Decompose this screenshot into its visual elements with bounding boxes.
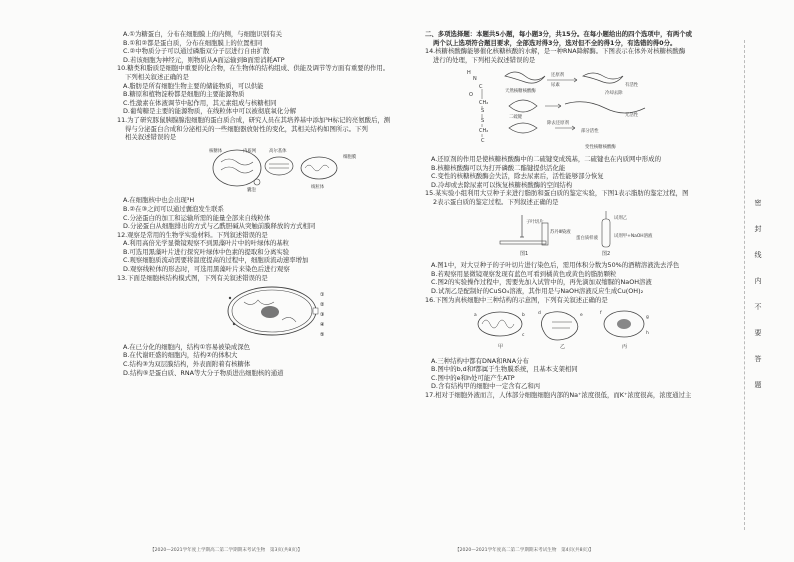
text-line: C.变性的核糖核酸酶会失活，除去尿素后，活性能够部分恢复 xyxy=(431,172,604,181)
arrow xyxy=(547,78,577,82)
denatured-chain xyxy=(565,102,645,113)
endoplasmic-reticulum xyxy=(221,159,253,173)
fig3-label: 还原剂 xyxy=(551,73,565,79)
ribosome xyxy=(229,297,231,299)
seal-line-notice xyxy=(752,190,764,398)
nucleolus xyxy=(617,319,631,329)
enzyme-shape xyxy=(583,73,623,83)
nuclear-pore xyxy=(313,308,318,314)
fig4-label: 试剂甲+NaOH溶液 xyxy=(614,233,653,239)
seal-char: 线 xyxy=(754,251,762,259)
ribonuclease-treatment-figure xyxy=(465,66,665,150)
text-line: A.脂肪是所有细胞生物主要的储能物质，可以供能 xyxy=(123,81,264,90)
nucleus-structure-figure xyxy=(212,284,332,338)
fig5-caption: 甲 xyxy=(498,344,504,351)
fig1-label: 细胞膜 xyxy=(343,154,357,160)
text-line: C.图中的e和h处可能产生ATP xyxy=(431,373,515,382)
question-stem: 12.观察是常用的生物学实验材料。下列叙述错误的是 xyxy=(117,230,268,239)
fig3-label: 除去还原剂 xyxy=(547,121,569,127)
figure-block xyxy=(425,207,715,262)
text-line: C.分泌蛋白的加工和运输所需的能量全部来自线粒体 xyxy=(123,213,271,222)
fig2-label: ④ xyxy=(320,322,325,329)
text-line: 相关叙述错误的是 xyxy=(125,133,177,142)
text-line: D.若该细胞为神经元，则物质从A面运输到B面需消耗ATP xyxy=(123,55,285,64)
fig4-caption: 图2 xyxy=(602,250,611,257)
text-line: 进行的处理，下列相关叙述错误的是 xyxy=(433,55,536,64)
fig5-caption: 丙 xyxy=(622,344,628,351)
text-line: B.糖原和植物淀粉都是细胞的主要能源物质 xyxy=(123,90,245,99)
svg-text:O: O xyxy=(469,92,473,99)
fig3-label: 二硫键 xyxy=(509,115,523,121)
test-tube xyxy=(542,223,548,245)
native-enzyme-shape xyxy=(505,72,545,83)
fig4-caption: 图1 xyxy=(520,250,529,257)
text-line: A.在细胞核中也会出现³H xyxy=(123,196,195,205)
fig4-label: 苏丹Ⅲ染液 xyxy=(550,229,571,235)
seal-char: 题 xyxy=(754,381,762,389)
fig5-label: g xyxy=(646,315,649,321)
enzyme-shape xyxy=(509,100,537,112)
fig4-label: 试剂乙 xyxy=(614,215,628,221)
text-line: A.图1中，对大豆种子的子叶切片进行染色后，需用体积分数为50%的酒精溶液洗去浮色 xyxy=(431,261,680,270)
fig4-label: 子叶切片 xyxy=(526,219,544,225)
question-stem: 15.某实验小组利用大豆种子来进行脂肪和蛋白质的鉴定实验，下图1表示脂肪的鉴定过程，图 xyxy=(425,189,689,198)
text-line: B.可选用黑藻叶片进行探究叶绿体中色素的提取和分离实验 xyxy=(123,247,290,256)
text-line: D.葡萄糖是主要的能源物质，在线粒体中可以被彻底氧化分解 xyxy=(123,107,297,116)
seal-char: 密 xyxy=(754,199,762,207)
dropper xyxy=(520,215,524,237)
svg-text:C: C xyxy=(479,84,483,91)
seal-char: 内 xyxy=(754,277,762,285)
question-stem: 14.核糖核酸酶能够催化核糖核酸的水解，是一种RNA降解酶。下图表示在体外对核糖核酸酶 xyxy=(425,47,686,56)
text-line: 2表示蛋白质的鉴定过程。下列叙述正确的是 xyxy=(433,197,559,206)
svg-text:CH₂: CH₂ xyxy=(479,128,489,135)
arrow xyxy=(555,126,575,130)
test-tube xyxy=(602,219,610,247)
text-line: B.核糖核酸酶可以为打开磷酸二酯键提供活化能 xyxy=(431,163,566,172)
figure-block xyxy=(425,304,715,357)
svg-text:S: S xyxy=(481,108,485,115)
question-stem: 17.相对于细胞外液而言，人体部分细胞细胞内部的Na⁺浓度很低，而K⁺浓度很高，浓度通过主 xyxy=(425,391,692,400)
text-line: A.三种结构中都有DNA和RNA分布 xyxy=(431,356,529,365)
text-line: B.若观察用显微镜观察发现有蓝色可看到橘黄色或黄色的脂肪颗粒 xyxy=(431,269,617,278)
text-line: C.性激素在体液调节中起作用，其元素组成与核糖相同 xyxy=(123,98,277,107)
text-line: C.②中物质分子可以通过磷脂双分子层进行自由扩散 xyxy=(123,47,270,56)
text-line: 下列相关叙述正确的是 xyxy=(125,72,189,81)
fig3-label: 部分活性 xyxy=(581,129,599,135)
arrow xyxy=(545,104,561,108)
text-line: D.观察线粒体的形态时，可选用黑藻叶片来染色后进行观察 xyxy=(123,265,290,274)
seal-char: 封 xyxy=(754,225,762,233)
text-line: A.①为糖蛋白，分布在细胞膜上的内侧，与细胞识别有关 xyxy=(123,30,283,38)
figure-block xyxy=(117,282,413,343)
fig5-label: h xyxy=(646,331,649,337)
text-line: D.分泌蛋白从细胞排出的方式与乙酰胆碱从突触前膜释放的方式相同 xyxy=(123,222,316,231)
fig5-caption: 乙 xyxy=(560,344,566,351)
text-line: C.观察细胞质流动需要将温度提高的过程中，细胞质流动速率增加 xyxy=(123,256,309,265)
enzyme-shape xyxy=(509,123,537,133)
fig5-label: e xyxy=(580,313,583,319)
fig3-label: 有活性 xyxy=(625,83,639,89)
structure-jia xyxy=(478,312,522,336)
text-line: C.结构③为双层膜结构，外表面附着有核糖体 xyxy=(123,360,251,369)
fig3-label: 天然核糖核酸酶 xyxy=(505,89,536,95)
svg-text:N: N xyxy=(473,76,477,83)
vesicle xyxy=(254,179,260,185)
text-line: A.利用高倍光学显微镜观察不到黑藻叶片中的叶绿体的基粒 xyxy=(123,239,290,248)
seal-char: 答 xyxy=(754,355,762,363)
identification-experiment-figure xyxy=(480,209,660,257)
fig2-label: ② xyxy=(320,302,325,309)
golgi-cisternae xyxy=(269,164,289,168)
svg-text:H: H xyxy=(467,70,471,77)
glass-slide xyxy=(500,241,546,244)
cell-outline xyxy=(213,150,261,186)
seal-char: 不 xyxy=(754,303,762,311)
seal-char: 要 xyxy=(754,329,762,337)
text-line: 二、多项选择题：本题共5小题，每小题3分，共15分。在每小题给出的四个选项中，有两个或 xyxy=(425,30,693,38)
left-column xyxy=(117,30,413,377)
fig1-label: 核糖体 xyxy=(209,148,223,154)
fig3-label: 变性核糖核酸酶 xyxy=(585,145,616,151)
text-line: 两个以上选项符合题目要求，全部选对得3分，选对但不全的得1分，有选错的得0分。 xyxy=(433,38,677,47)
cristae xyxy=(305,165,329,171)
ribosome xyxy=(233,323,235,325)
fig4-label: 蛋白质样液 xyxy=(576,235,598,241)
text-line: B.图中的b,d和f都属于生物膜系统，且基本支架相同 xyxy=(431,365,578,374)
text-line: B.①和②都是蛋白质，分布在细胞膜上的位置相同 xyxy=(123,38,263,47)
fig2-label: ⑤ xyxy=(320,332,325,339)
grana xyxy=(552,322,572,328)
fig5-label: c xyxy=(522,333,525,339)
fig5-label: a xyxy=(474,313,477,319)
structure-yi xyxy=(541,312,577,340)
svg-text:C: C xyxy=(481,138,485,145)
text-line: D.试剂乙是配制好的CuSO₄溶液，其作用是与NaOH溶液反应生成Cu(OH)₂ xyxy=(431,286,644,295)
footer-right: 【2020—2021学年度高二第二学期期末考试生物 第4页(共8页)】 xyxy=(455,548,594,553)
fig1-label: 囊泡 xyxy=(247,187,256,192)
fig3-label: 冷却去除 xyxy=(605,91,623,97)
text-line: A.在已分化的细胞内，结构①容易被染成深色 xyxy=(123,342,251,351)
fig1-label: 内质网 xyxy=(243,148,257,154)
figure-block xyxy=(117,142,413,197)
svg-text:CH₂: CH₂ xyxy=(479,100,489,107)
svg-text:S: S xyxy=(481,118,485,125)
nucleolus xyxy=(261,306,279,318)
fig1-label: 高尔基体 xyxy=(269,148,287,154)
fig3-label: 无活性 xyxy=(625,113,639,119)
three-structures-figure xyxy=(470,306,660,352)
footer-left: 【2020—2021学年度上学期高二第二学期期末考试生物 第3页(共8页)】 xyxy=(150,548,303,553)
seal-dashed-line xyxy=(744,40,745,530)
question-stem: 10.糖类和脂质是细胞中重要的化合物，在生物体的结构组成、供能及调节等方面有重要的作用。 xyxy=(117,64,390,73)
fig5-label: d xyxy=(538,311,541,317)
question-stem: 16.下图为真核细胞中三种结构的示意图，下列有关叙述正确的是 xyxy=(425,295,608,304)
text-line: C.图2的实验操作过程中，需要先加入试管中的，再先滴加双缩脲的NaOH溶液 xyxy=(431,278,652,287)
inner-folds xyxy=(482,320,514,328)
text-line: A.还原剂的作用是使核糖核酸酶中的二硫键变成巯基，二硫键也在内质网中形成的 xyxy=(431,154,661,163)
figure-block xyxy=(425,64,715,155)
fig1-label: 线粒体 xyxy=(311,184,325,190)
mitochondrion xyxy=(301,157,337,179)
right-column xyxy=(425,30,715,400)
fig2-label: ③ xyxy=(320,312,325,319)
fig3-label: 尿素 xyxy=(551,83,560,89)
text-line: D.结构⑤是蛋白质、RNA等大分子物质进出细胞核的通道 xyxy=(123,368,284,377)
text-line: D.含有结构甲的细胞中一定含有乙和丙 xyxy=(431,382,541,391)
text-line: 得与分泌蛋白合成和分泌相关的一些细胞器放射性的变化，其相关结构如图所示。下列 xyxy=(125,124,368,133)
text-line: B.②在③之间可以通过囊泡发生联系 xyxy=(123,204,224,213)
fig5-label: b xyxy=(522,313,525,319)
question-stem: 11.为了研究豚鼠胰腺腺泡细胞的蛋白质合成，研究人员在其培养基中添加³H标记的亮氨酸后，测 xyxy=(117,115,391,124)
fig2-label: ① xyxy=(320,292,325,299)
fig5-label: f xyxy=(600,311,602,317)
text-line: D.冷却或去除尿素可以恢复核糖核酸酶的空间结构 xyxy=(431,180,573,189)
secretory-protein-figure xyxy=(207,144,367,192)
question-stem: 13.下面是细胞核结构模式图，下列有关叙述错误的是 xyxy=(117,273,268,282)
text-line: B.在代谢旺盛的细胞内，结构②的体积大 xyxy=(123,351,238,360)
golgi-apparatus xyxy=(265,157,293,175)
